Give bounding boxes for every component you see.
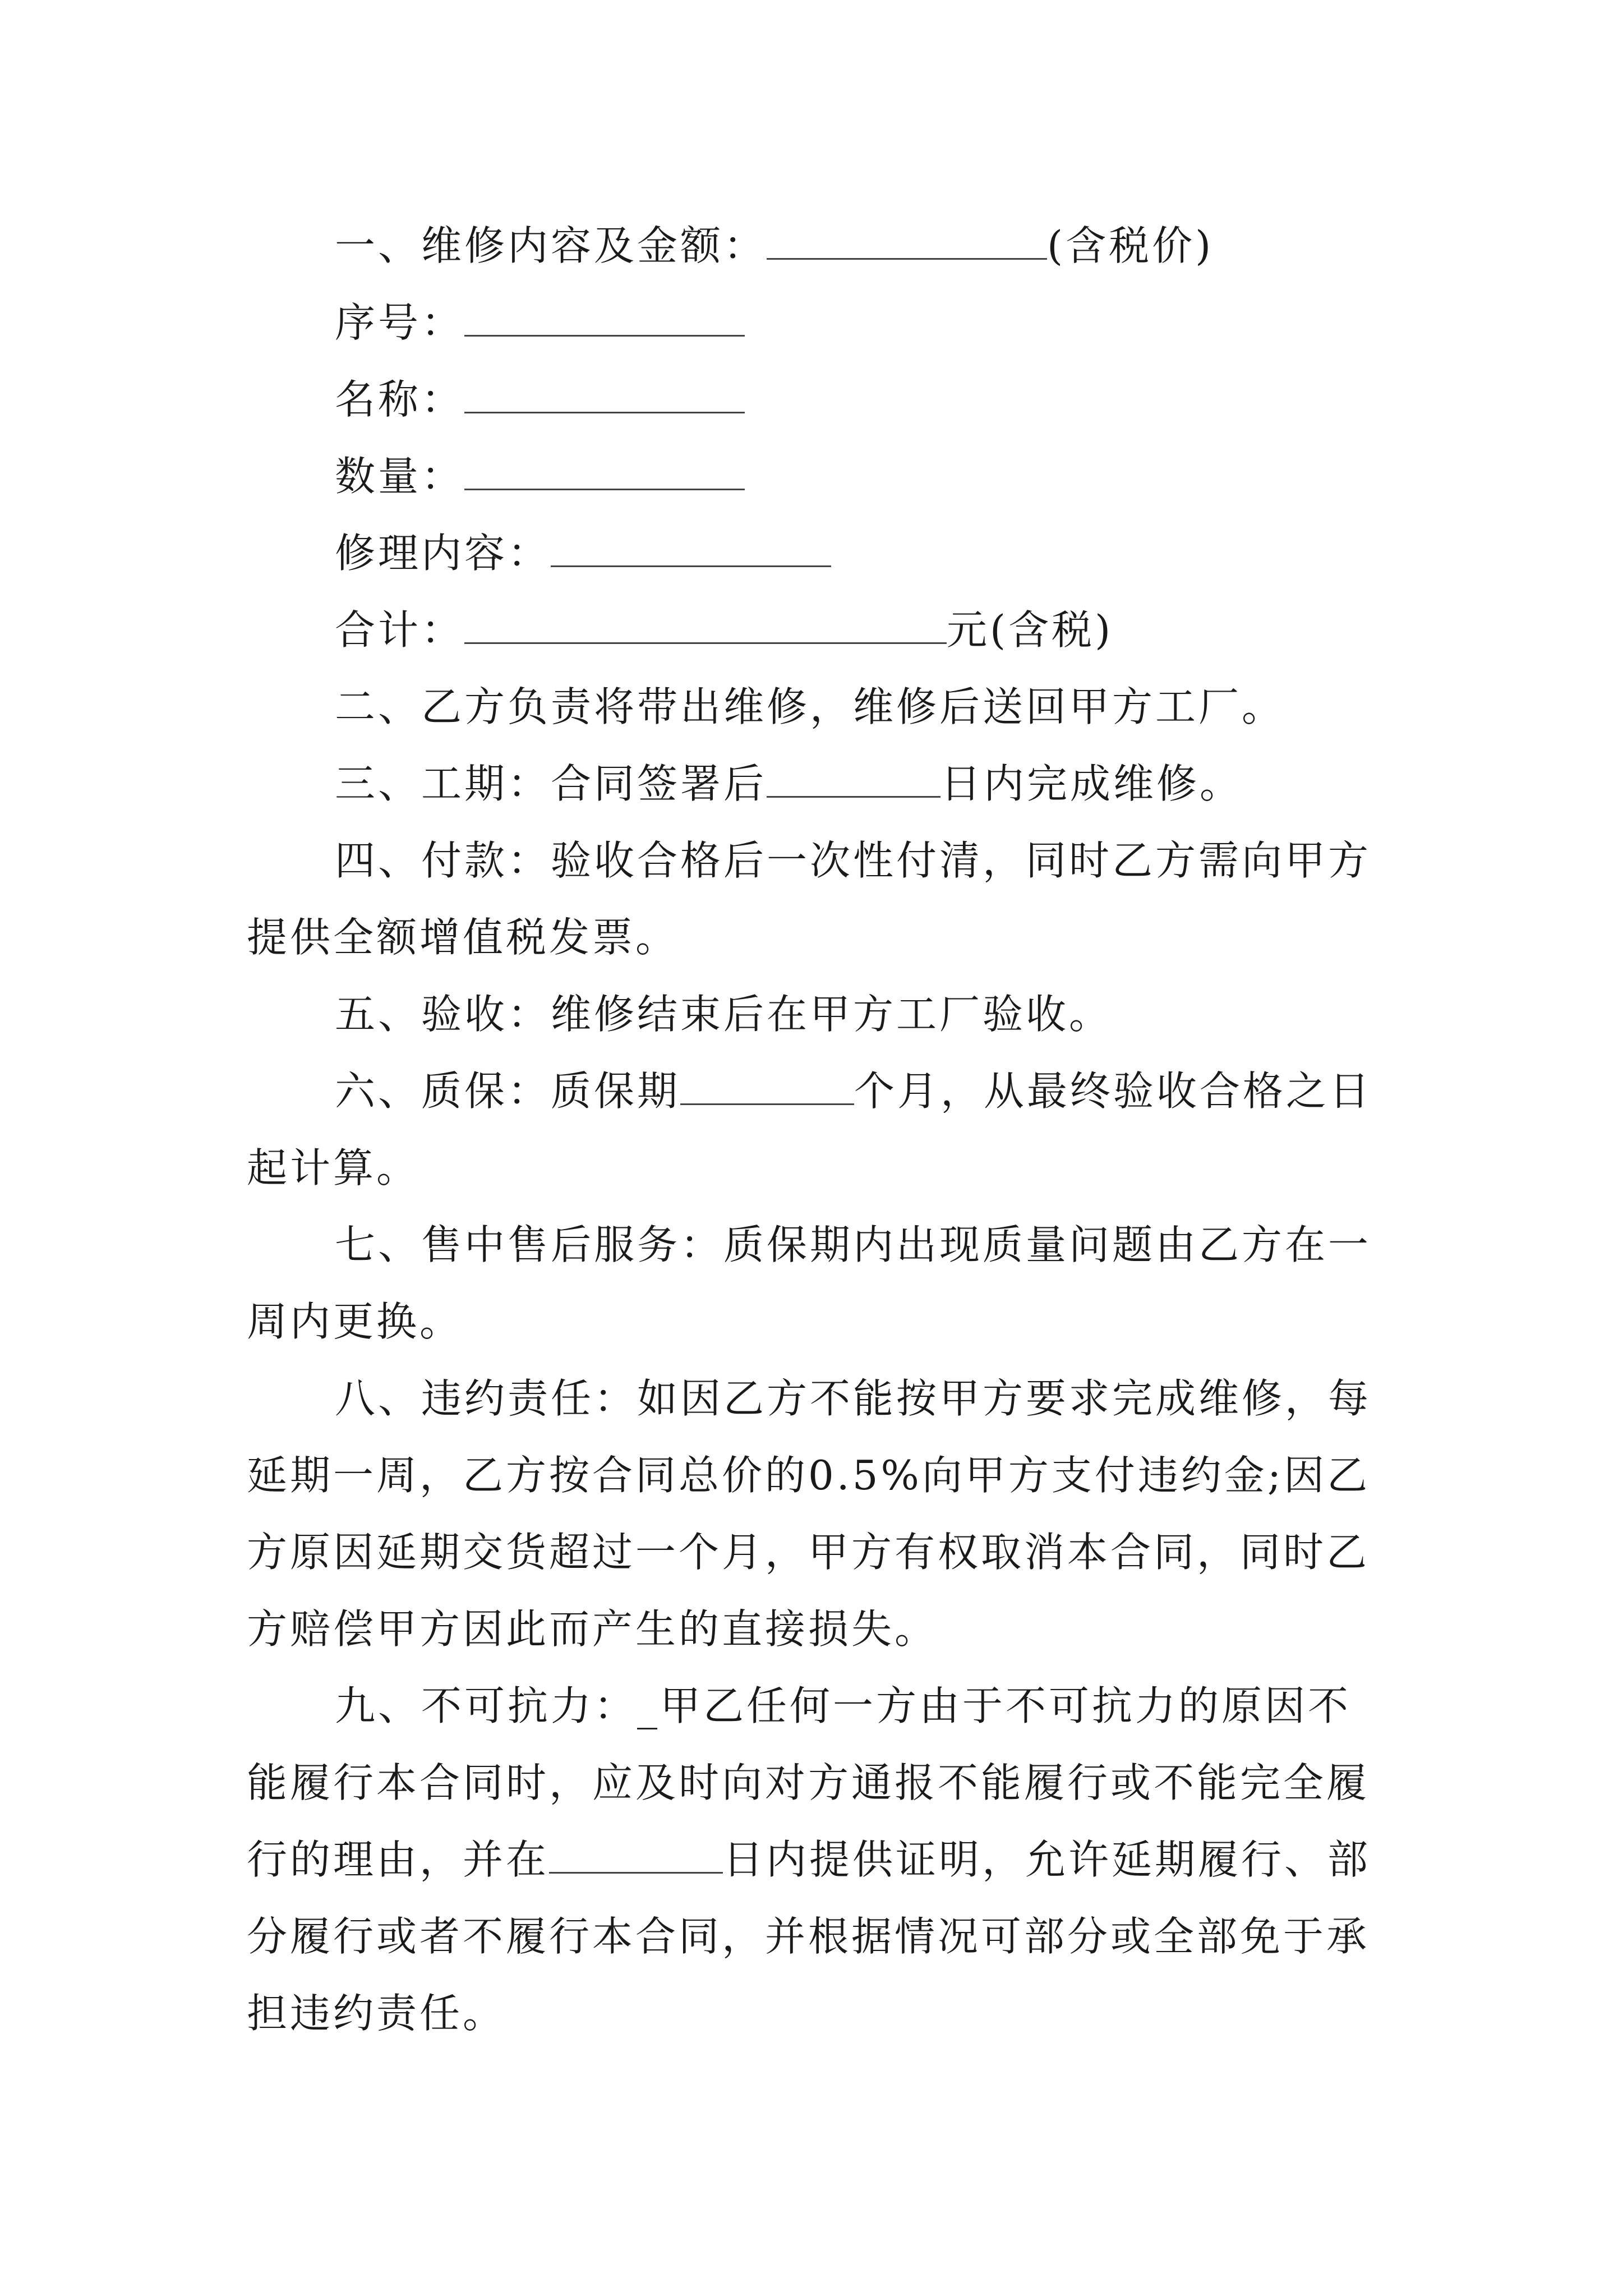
name-label: 名称： (335, 376, 465, 423)
serial-label: 序号： (335, 299, 465, 346)
item6-line1 (247, 1053, 1396, 1129)
total-blank (464, 606, 947, 644)
item9-text2: 能履行本合同时，应及时向对方通报不能履行或不能完全履 (247, 1759, 1370, 1806)
item9-line4 (247, 1898, 1396, 1975)
item9-line1 (247, 1668, 1396, 1744)
item9-prefix: 行的理由，并在 (247, 1836, 550, 1883)
days-blank (767, 760, 940, 798)
item1-suffix: (含税价) (1047, 222, 1214, 269)
item2-line (247, 669, 1396, 745)
item3-line (247, 746, 1396, 822)
item4-text2: 提供全额增值税发票。 (247, 914, 679, 961)
item4-text1: 四、付款：验收合格后一次性付清，同时乙方需向甲方 (335, 837, 1372, 884)
serial-blank (464, 299, 745, 337)
total-line (247, 592, 1396, 668)
item8-text4: 方赔偿甲方因此而产生的直接损失。 (247, 1605, 938, 1653)
item9-suffix: 日内提供证明，允许延期履行、部 (723, 1836, 1371, 1883)
item7-line1 (247, 1207, 1396, 1283)
item7-text2: 周内更换。 (247, 1298, 463, 1345)
quantity-line (247, 438, 1396, 514)
item7-line2 (247, 1283, 1396, 1360)
item3-suffix: 日内完成维修。 (940, 760, 1243, 807)
amount-blank (767, 222, 1047, 260)
proof-days-blank (549, 1836, 723, 1874)
item1-line (247, 208, 1396, 284)
serial-line (247, 284, 1396, 361)
repair-content-blank (551, 530, 831, 567)
item9-line3 (247, 1821, 1396, 1898)
item5-text: 五、验收：维修结束后在甲方工厂验收。 (335, 991, 1113, 1038)
item8-line2 (247, 1437, 1396, 1513)
item9-text4: 分履行或者不履行本合同，并根据情况可部分或全部免于承 (247, 1913, 1370, 1960)
name-blank (464, 376, 745, 413)
item6-suffix: 个月，从最终验收合格之日 (854, 1068, 1373, 1115)
repair-content-line (247, 515, 1396, 591)
item8-line3 (247, 1514, 1396, 1590)
quantity-blank (464, 453, 745, 490)
item8-line4 (247, 1591, 1396, 1667)
item4-line2 (247, 899, 1396, 976)
quantity-label: 数量： (335, 453, 465, 500)
item6-text2: 起计算。 (247, 1144, 420, 1191)
total-suffix: 元(含税) (947, 606, 1114, 654)
item4-line1 (247, 822, 1396, 899)
item6-prefix: 六、质保：质保期 (335, 1068, 681, 1115)
item1-label: 一、维修内容及金额： (335, 222, 767, 269)
item9-line5 (247, 1975, 1396, 2051)
total-label: 合计： (335, 606, 465, 654)
item9-text5: 担违约责任。 (247, 1990, 506, 2037)
item8-text2: 延期一周，乙方按合同总价的0.5%向甲方支付违约金;因乙 (247, 1452, 1371, 1499)
warranty-months-blank (680, 1068, 854, 1105)
item5-line (247, 976, 1396, 1052)
item2-text: 二、乙方负责将带出维修，维修后送回甲方工厂。 (335, 683, 1285, 730)
item9-text1: 九、不可抗力：_甲乙任何一方由于不可抗力的原因不 (335, 1682, 1352, 1729)
item3-prefix: 三、工期：合同签署后 (335, 760, 767, 807)
item8-text3: 方原因延期交货超过一个月，甲方有权取消本合同，同时乙 (247, 1529, 1370, 1576)
item6-line2 (247, 1130, 1396, 1206)
repair-content-label: 修理内容： (335, 530, 551, 577)
item8-line1 (247, 1360, 1396, 1437)
item8-text1: 八、违约责任：如因乙方不能按甲方要求完成维修，每 (335, 1375, 1372, 1422)
item7-text1: 七、售中售后服务：质保期内出现质量问题由乙方在一 (335, 1221, 1372, 1268)
name-line (247, 361, 1396, 438)
item9-line2 (247, 1745, 1396, 1821)
